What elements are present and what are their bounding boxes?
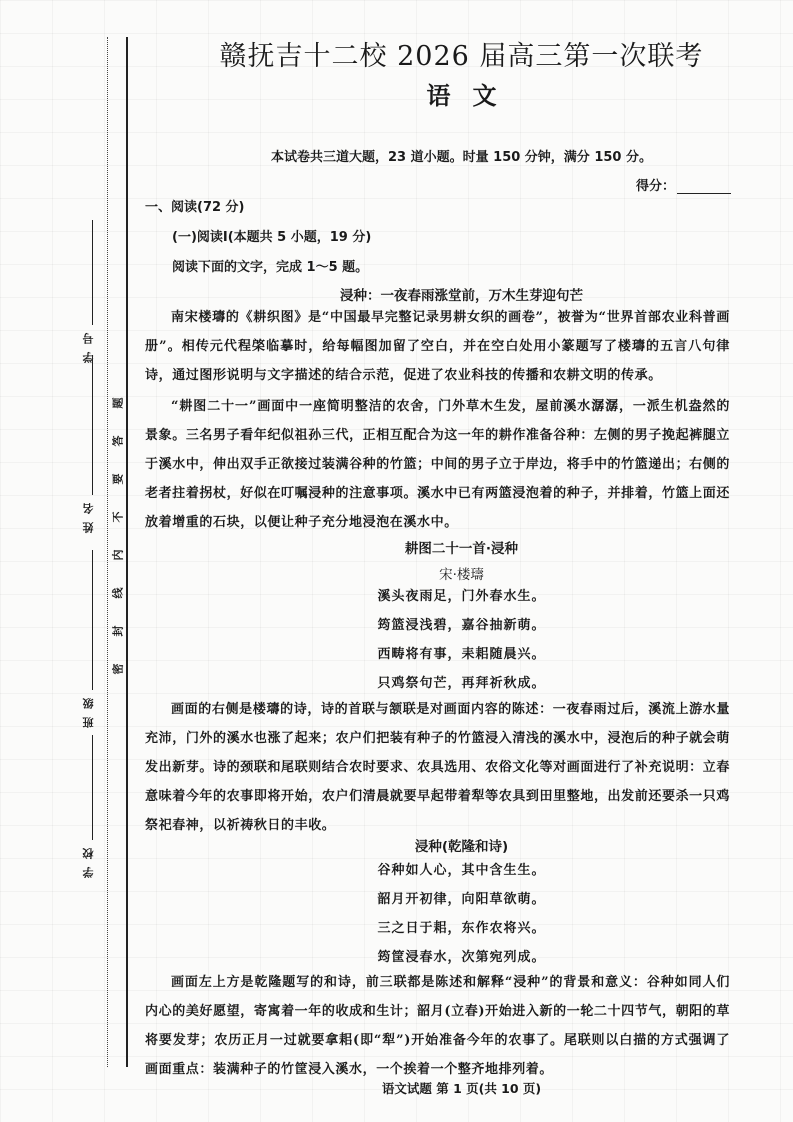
paragraph-2: “耕图二十一”画面中一座简明整洁的农舍，门外草木生发，屋前溪水潺潺，一派生机盎然的景象。三名男子看年纪似祖孙三代，正相互配合为这一年的耕作准备谷种：左侧的男子挽起裤腿立于溪水中，伸出双手正欲接过装满谷种的竹篮；中间的男子立于岸边，将手中的竹篮递出；右侧的老者拄着拐杖，好似在叮嘱浸种的注意事项。溪水中已有两篮浸泡着的种子，并排着，竹篮上面还放着增重的石块，以便让种子充分地浸泡在溪水中。	[145, 399, 730, 530]
poem-line: 只鸡祭句芒，再拜祈秋成。	[377, 676, 546, 691]
instruction: 阅读下面的文字，完成 1～5 题。	[172, 260, 369, 275]
exam-title: 赣抚吉十二校 2026 届高三第一次联考	[219, 41, 704, 72]
poem-line: 三之日于耜，东作农将兴。	[377, 921, 546, 936]
poem2-title: 浸种(乾隆和诗)	[414, 839, 509, 855]
seal-char: 内	[111, 549, 124, 561]
name-label: 姓名	[82, 495, 95, 533]
subject-title: 语文	[426, 82, 519, 110]
student-id-blank[interactable]	[92, 220, 93, 325]
score-blank[interactable]	[677, 193, 731, 194]
seal-char: 答	[111, 435, 124, 447]
school-blank[interactable]	[92, 735, 93, 840]
poem-line: 谷种如人心，其中含生生。	[377, 863, 546, 878]
poem-line: 溪头夜雨足，门外春水生。	[377, 589, 546, 604]
poem1-title: 耕图二十一首·浸种	[404, 541, 519, 557]
score-label: 得分：	[636, 179, 676, 194]
seal-char: 封	[111, 625, 124, 637]
exam-info: 本试卷共三道大题，23 道小题。时量 150 分钟，满分 150 分。	[271, 150, 652, 165]
seal-char: 题	[111, 397, 124, 409]
poem-line: 筠篮浸浅碧，嘉谷抽新萌。	[377, 618, 546, 633]
paragraph-3: 画面的右侧是楼璹的诗，诗的首联与颔联是对画面内容的陈述：一夜春雨过后，溪流上游水量充沛，门外的溪水也涨了起来；农户们把装有种子的竹篮浸入清浅的溪水中，浸泡后的种子就会萌发出新芽。诗的颈联和尾联则结合农时要求、农具选用、农俗文化等对画面进行了补充说明：立春意味着今年的农事即将开始，农户们清晨就要早起带着犁等农具到田里整地，出发前还要杀一只鸡祭祀春神，以祈祷秋日的丰收。	[145, 702, 730, 833]
seal-char: 线	[111, 587, 124, 599]
class-label: 班级	[82, 690, 95, 728]
poem-line: 西畴将有事，耒耜随晨兴。	[377, 647, 546, 662]
name-field[interactable]	[74, 355, 104, 533]
seal-char: 要	[111, 473, 124, 485]
student-id-label: 学号	[82, 325, 95, 363]
seal-solid-line	[126, 37, 128, 1067]
seal-char: 密	[111, 663, 124, 675]
seal-notice	[108, 395, 126, 677]
paragraph-4: 画面左上方是乾隆题写的和诗，前三联都是陈述和解释“浸种”的背景和意义：谷种如同人们内心的美好愿望，寄寓着一年的收成和生计；韶月(立春)开始进入新的一轮二十四节气，朝阳的草将要发芽；农历正月一过就要拿耜(即“犁”)开始准备今年的农事了。尾联则以白描的方式强调了画面重点：装满种子的竹筐浸入溪水，一个挨着一个整齐地排列着。	[145, 975, 730, 1077]
school-label: 学校	[82, 840, 95, 878]
article-title: 浸种：一夜春雨涨堂前，万木生芽迎句芒	[340, 288, 583, 304]
score-field	[636, 175, 731, 194]
class-blank[interactable]	[92, 550, 93, 690]
school-field[interactable]	[74, 735, 104, 878]
poem2-body	[130, 856, 793, 972]
class-field[interactable]	[74, 550, 104, 728]
sub-section-title: (一)阅读Ⅰ(本题共 5 小题，19 分)	[172, 230, 372, 245]
poem1-author: 宋·楼璹	[439, 567, 484, 583]
student-id-field[interactable]	[74, 220, 104, 363]
poem-line: 筠筐浸春水，次第宛列成。	[377, 950, 546, 965]
poem-line: 韶月开初律，向阳草欲萌。	[377, 892, 546, 907]
page-footer: 语文试题 第 1 页(共 10 页)	[381, 1081, 542, 1096]
name-blank[interactable]	[92, 355, 93, 495]
seal-char: 不	[111, 511, 124, 523]
poem1-body	[130, 582, 793, 698]
paragraph-1: 南宋楼璹的《耕织图》是“中国最早完整记录男耕女织的画卷”，被誉为“世界首部农业科普画册”。相传元代程棨临摹时，给每幅图加留了空白，并在空白处用小篆题写了楼璹的五言八句律诗，通过图形说明与文字描述的结合示范，促进了农业科技的传播和农耕文明的传承。	[145, 310, 730, 383]
section-title: 一、阅读(72 分)	[145, 200, 245, 215]
